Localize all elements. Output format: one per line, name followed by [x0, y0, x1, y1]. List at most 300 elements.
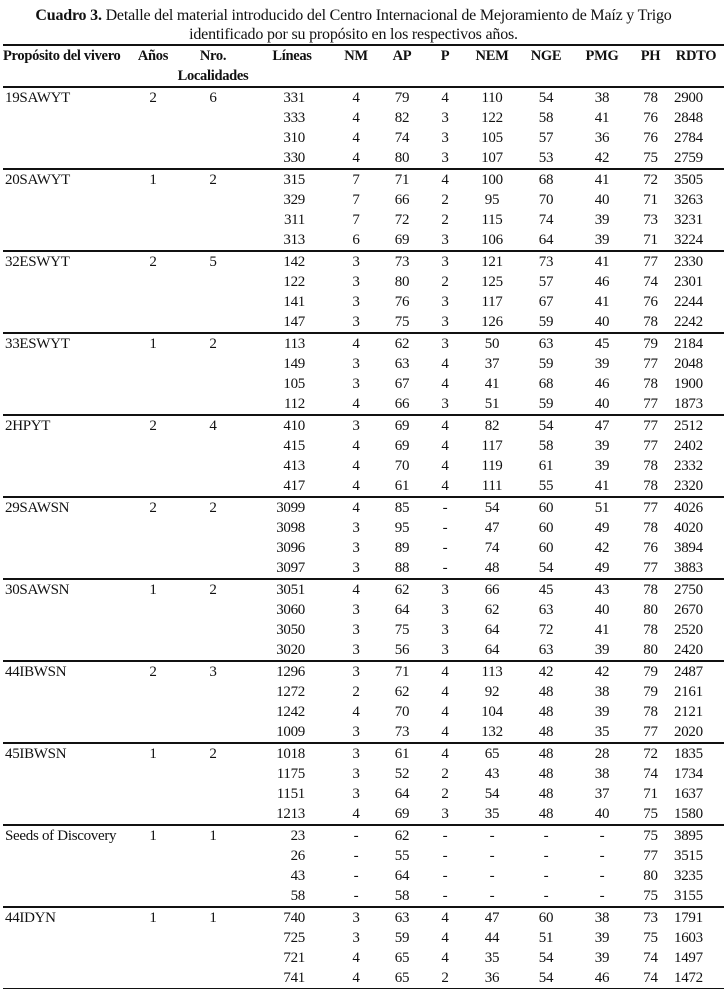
cell-nem: 65	[463, 743, 521, 764]
cell-proposito: Seeds of Discovery	[3, 825, 129, 846]
cell-nem: 48	[484, 560, 500, 576]
table-row	[3, 312, 724, 333]
cell-pmg: 41	[571, 169, 633, 190]
table-row	[3, 518, 724, 538]
cell-ap: 73	[377, 251, 427, 272]
cell-empty	[3, 846, 129, 866]
cell-empty	[177, 702, 249, 722]
cell-nge: 54	[538, 560, 554, 576]
cell-rdto: 2332	[674, 458, 703, 474]
cell-nge: 51	[538, 930, 554, 946]
cell-nm: 3	[335, 907, 377, 928]
cell-rdto: 1900	[674, 376, 703, 392]
cell-rdto: 1791	[668, 907, 724, 928]
cell-empty	[3, 682, 129, 702]
cell-nem: 104	[481, 704, 503, 720]
cell-p: 3	[441, 150, 449, 166]
cell-ap: 59	[394, 930, 410, 946]
cell-rdto: 2402	[674, 438, 703, 454]
cell-nge: 59	[538, 314, 554, 330]
cell-nem: 117	[481, 438, 503, 454]
cell-ph: 72	[633, 169, 668, 190]
cell-pmg: 42	[594, 540, 610, 556]
cell-pmg: 38	[594, 684, 610, 700]
table-row	[3, 784, 724, 804]
header-nge: NGE	[521, 45, 571, 87]
cell-p: 4	[441, 684, 449, 700]
table-row	[3, 640, 724, 661]
cell-ph: 76	[643, 540, 658, 556]
cell-ph: 77	[633, 415, 668, 436]
cell-nm: 4	[352, 130, 360, 146]
header-ap: AP	[377, 45, 427, 87]
cell-nge: 59	[538, 356, 554, 372]
cell-ph: 78	[643, 458, 658, 474]
cell-empty	[129, 702, 177, 722]
cell-pmg: 39	[594, 232, 610, 248]
cell-proposito: 19SAWYT	[5, 90, 71, 106]
cell-rdto: 2487	[668, 661, 724, 682]
cell-ph: 73	[633, 907, 668, 928]
cell-lineas: 1009	[276, 724, 305, 740]
cell-ph: 75	[643, 888, 658, 904]
cell-empty	[129, 292, 177, 312]
cell-nem: 50	[463, 333, 521, 354]
table-row	[3, 743, 724, 764]
cell-empty	[3, 620, 129, 640]
cell-nge: 48	[538, 724, 554, 740]
cell-localidades: 6	[209, 90, 217, 106]
cell-nge: 45	[521, 579, 571, 600]
table-row	[3, 190, 724, 210]
cell-proposito: 45IBWSN	[3, 743, 129, 764]
cell-ph: 78	[643, 622, 658, 638]
cell-nge: 60	[538, 540, 554, 556]
cell-p: 2	[441, 786, 449, 802]
cell-lineas: 311	[283, 212, 305, 228]
cell-empty	[3, 108, 129, 128]
cell-nem: -	[489, 868, 495, 884]
cell-nem: 111	[481, 478, 503, 494]
table-row	[3, 948, 724, 968]
cell-pmg: 40	[594, 602, 610, 618]
cell-pmg: 41	[571, 251, 633, 272]
cell-ph: 77	[643, 560, 658, 576]
table-row	[3, 169, 724, 190]
cell-ph: 80	[643, 642, 658, 658]
header-pmg: PMG	[571, 45, 633, 87]
cell-nge: 60	[521, 907, 571, 928]
cell-proposito: 2HPYT	[3, 415, 129, 436]
cell-p: 4	[441, 950, 449, 966]
cell-lineas: 417	[283, 478, 305, 494]
cell-lineas: 149	[283, 356, 305, 372]
cell-empty	[129, 394, 177, 415]
cell-ap: 63	[394, 356, 410, 372]
cell-localidades: 2	[177, 169, 249, 190]
cell-ap: 66	[394, 396, 410, 412]
cell-pmg: 42	[571, 661, 633, 682]
cell-lineas: 1175	[276, 766, 305, 782]
cell-pmg: 40	[594, 396, 610, 412]
cell-empty	[3, 210, 129, 230]
header-localidades-line2: Localidades	[177, 68, 249, 84]
cell-ap: 72	[394, 212, 410, 228]
cell-nem: 47	[484, 520, 500, 536]
cell-ap: 61	[377, 743, 427, 764]
cell-ap: 69	[394, 232, 410, 248]
cell-empty	[3, 476, 129, 497]
cell-empty	[129, 600, 177, 620]
cell-empty	[177, 394, 249, 415]
cell-nm: 4	[335, 497, 377, 518]
cell-ap: 69	[394, 438, 410, 454]
cell-ap: 70	[394, 704, 410, 720]
cell-pmg: 39	[594, 438, 610, 454]
cell-p: 4	[427, 743, 463, 764]
cell-ap: 69	[394, 806, 410, 822]
cell-rdto: 4020	[674, 520, 703, 536]
cell-lineas: 725	[283, 930, 305, 946]
cell-nm: 3	[352, 314, 360, 330]
cell-empty	[129, 538, 177, 558]
cell-anios: 2	[129, 251, 177, 272]
cell-nge: 54	[538, 90, 554, 106]
cell-ph: 78	[643, 376, 658, 392]
cell-nge: 74	[538, 212, 554, 228]
cell-ap: 67	[394, 376, 410, 392]
cell-lineas: 330	[283, 150, 305, 166]
cell-ap: 95	[394, 520, 410, 536]
header-proposito: Propósito del vivero	[3, 45, 129, 87]
cell-nem: 107	[481, 150, 503, 166]
cell-nge: 59	[538, 396, 554, 412]
cell-rdto: 3895	[668, 825, 724, 846]
cell-nm: 3	[352, 930, 360, 946]
cell-nm: 3	[352, 602, 360, 618]
cell-empty	[129, 722, 177, 743]
cell-localidades: 4	[177, 415, 249, 436]
cell-nge: 55	[538, 478, 554, 494]
table-row	[3, 538, 724, 558]
cell-ap: 62	[377, 579, 427, 600]
cell-p: -	[442, 888, 448, 904]
table-row	[3, 825, 724, 846]
cell-lineas: 740	[249, 907, 335, 928]
table-row	[3, 682, 724, 702]
cell-empty	[3, 518, 129, 538]
cell-nem: 100	[463, 169, 521, 190]
cell-anios: 2	[129, 497, 177, 518]
cell-ap: 56	[394, 642, 410, 658]
cell-empty	[177, 804, 249, 825]
cell-ap: 89	[394, 540, 410, 556]
cell-nge: 58	[538, 110, 554, 126]
cell-ph: 77	[643, 848, 658, 864]
cell-rdto: 2420	[674, 642, 703, 658]
cell-pmg: 49	[594, 560, 610, 576]
cell-nge: 63	[521, 333, 571, 354]
table-row	[3, 722, 724, 743]
cell-ap: 82	[394, 110, 410, 126]
cell-rdto: 3224	[674, 232, 703, 248]
cell-pmg: -	[599, 848, 605, 864]
cell-lineas: 741	[249, 968, 335, 989]
cell-nge: 72	[538, 622, 554, 638]
table-row	[3, 374, 724, 394]
cell-nm: 3	[352, 766, 360, 782]
caption-line-1	[0, 6, 707, 25]
cell-empty	[129, 108, 177, 128]
cell-empty	[129, 928, 177, 948]
cell-empty	[177, 682, 249, 702]
cell-nm: 3	[352, 376, 360, 392]
cell-pmg: 38	[594, 90, 610, 106]
cell-empty	[177, 456, 249, 476]
cell-ph: 71	[643, 192, 658, 208]
cell-empty	[177, 968, 249, 989]
cell-empty	[3, 804, 129, 825]
cell-lineas: 3050	[276, 622, 305, 638]
cell-empty	[3, 394, 129, 415]
cell-lineas: 331	[283, 90, 305, 106]
cell-nge: -	[543, 888, 549, 904]
cell-empty	[129, 866, 177, 886]
cell-p: 2	[427, 968, 463, 989]
cell-nm: 3	[352, 724, 360, 740]
cell-empty	[3, 558, 129, 579]
cell-nge: 63	[538, 642, 554, 658]
cell-rdto: 2048	[674, 356, 703, 372]
cell-lineas: 315	[249, 169, 335, 190]
cell-p: 4	[441, 376, 449, 392]
cell-nem: 36	[463, 968, 521, 989]
cell-localidades: 1	[177, 907, 249, 928]
cell-nm: 4	[352, 806, 360, 822]
cell-p: 4	[427, 415, 463, 436]
cell-rdto: 3505	[668, 169, 724, 190]
cell-empty	[177, 374, 249, 394]
cell-empty	[177, 886, 249, 907]
cell-lineas: 3051	[249, 579, 335, 600]
cell-nem: 51	[484, 396, 500, 412]
cell-empty	[3, 456, 129, 476]
cell-nm: 3	[335, 661, 377, 682]
cell-empty	[3, 190, 129, 210]
cell-pmg: 38	[594, 766, 610, 782]
cell-ap: 55	[394, 848, 410, 864]
cell-localidades: 2	[177, 579, 249, 600]
table-row	[3, 230, 724, 251]
table-row	[3, 436, 724, 456]
table-row	[3, 907, 724, 928]
cell-empty	[129, 456, 177, 476]
cell-nm: 7	[335, 169, 377, 190]
cell-ph: 74	[643, 950, 658, 966]
cell-p: 3	[427, 333, 463, 354]
table-row	[3, 108, 724, 128]
table-row	[3, 128, 724, 148]
cell-ap: 65	[394, 950, 410, 966]
cell-empty	[129, 272, 177, 292]
cell-lineas: 23	[249, 825, 335, 846]
cell-nem: 62	[484, 602, 500, 618]
cell-p: -	[442, 868, 448, 884]
cell-empty	[3, 148, 129, 169]
cell-pmg: 39	[594, 458, 610, 474]
cell-nge: -	[543, 848, 549, 864]
cell-empty	[177, 292, 249, 312]
cell-rdto: 2670	[674, 602, 703, 618]
cell-lineas: 313	[283, 232, 305, 248]
cell-empty	[129, 230, 177, 251]
cell-nm: 3	[352, 294, 360, 310]
cell-rdto: 2242	[674, 314, 703, 330]
cell-ph: 71	[643, 786, 658, 802]
cell-ap: 76	[394, 294, 410, 310]
cell-ph: 75	[643, 930, 658, 946]
cell-pmg: 45	[571, 333, 633, 354]
cell-nm: 3	[352, 520, 360, 536]
cell-anios: 1	[129, 743, 177, 764]
cell-ph: 75	[633, 825, 668, 846]
cell-nge: 54	[521, 968, 571, 989]
cell-nm: 3	[335, 251, 377, 272]
cell-nem: 54	[463, 497, 521, 518]
cell-ph: 75	[643, 806, 658, 822]
cell-empty	[129, 620, 177, 640]
cell-anios: 2	[149, 90, 157, 106]
cell-p: 4	[427, 661, 463, 682]
cell-p: 4	[441, 930, 449, 946]
cell-ph: 77	[643, 356, 658, 372]
cell-ph: 77	[643, 438, 658, 454]
cell-empty	[3, 128, 129, 148]
cell-pmg: 41	[594, 622, 610, 638]
cell-nm: 4	[335, 333, 377, 354]
cell-ap: 63	[377, 907, 427, 928]
cell-p: 4	[441, 478, 449, 494]
cell-empty	[129, 886, 177, 907]
cell-empty	[3, 784, 129, 804]
cell-p: 3	[427, 251, 463, 272]
table-row	[3, 251, 724, 272]
cell-ap: 88	[394, 560, 410, 576]
cell-empty	[3, 538, 129, 558]
cell-empty	[3, 292, 129, 312]
cell-nm: 4	[352, 458, 360, 474]
cell-nm: 7	[352, 192, 360, 208]
table-row	[3, 476, 724, 497]
table-row	[3, 579, 724, 600]
cell-nm: 4	[335, 579, 377, 600]
cell-rdto: 1497	[674, 950, 703, 966]
cell-rdto: 1472	[668, 968, 724, 989]
cell-ph: 76	[643, 110, 658, 126]
cell-nge: -	[543, 868, 549, 884]
cell-ap: 74	[394, 130, 410, 146]
cell-p: -	[427, 497, 463, 518]
cell-pmg: 39	[594, 704, 610, 720]
cell-anios: 1	[129, 169, 177, 190]
cell-nem: 64	[484, 642, 500, 658]
cell-rdto: 2184	[668, 333, 724, 354]
cell-empty	[129, 558, 177, 579]
table-row	[3, 866, 724, 886]
cell-nem: 106	[481, 232, 503, 248]
cell-ph: 78	[643, 90, 658, 106]
cell-pmg: 47	[571, 415, 633, 436]
cell-nem: 37	[484, 356, 500, 372]
cell-p: 4	[441, 704, 449, 720]
cell-pmg: -	[599, 868, 605, 884]
cell-nem: 117	[481, 294, 503, 310]
table-row	[3, 702, 724, 722]
table-row	[3, 804, 724, 825]
cell-lineas: 310	[283, 130, 305, 146]
cell-p: 4	[441, 356, 449, 372]
cell-nem: 35	[484, 950, 500, 966]
cell-nem: 35	[484, 806, 500, 822]
cell-ph: 78	[643, 704, 658, 720]
cell-empty	[129, 190, 177, 210]
cell-lineas: 3097	[276, 560, 305, 576]
cell-ap: 80	[394, 274, 410, 290]
cell-p: 4	[441, 724, 449, 740]
cell-pmg: 46	[594, 376, 610, 392]
cell-nm: 4	[352, 950, 360, 966]
cell-p: 2	[441, 274, 449, 290]
cell-ph: 79	[633, 333, 668, 354]
cell-ph: 75	[643, 150, 658, 166]
cell-empty	[177, 436, 249, 456]
cell-rdto: 3231	[674, 212, 703, 228]
cell-p: -	[442, 848, 448, 864]
cell-empty	[177, 866, 249, 886]
table-row	[3, 354, 724, 374]
cell-empty	[129, 948, 177, 968]
cell-nge: 68	[538, 376, 554, 392]
cell-nge: 68	[521, 169, 571, 190]
cell-rdto: 2020	[674, 724, 703, 740]
cell-rdto: 1603	[674, 930, 703, 946]
cell-p: 4	[427, 907, 463, 928]
cell-p: 3	[441, 130, 449, 146]
cell-localidades: 2	[177, 743, 249, 764]
cell-empty	[177, 722, 249, 743]
cell-empty	[177, 620, 249, 640]
cell-ph: 77	[633, 251, 668, 272]
cell-anios: 1	[129, 333, 177, 354]
cell-anios: 1	[129, 907, 177, 928]
cell-nem: 41	[484, 376, 500, 392]
cell-nge: 58	[538, 438, 554, 454]
cell-pmg: 46	[594, 274, 610, 290]
cell-empty	[177, 538, 249, 558]
cell-rdto: 2750	[668, 579, 724, 600]
cell-proposito: 20SAWYT	[3, 169, 129, 190]
cell-lineas: 105	[283, 376, 305, 392]
cell-rdto: 2161	[674, 684, 703, 700]
cell-rdto: 2301	[674, 274, 703, 290]
header-nm: NM	[335, 45, 377, 87]
cell-empty	[3, 702, 129, 722]
table-row	[3, 497, 724, 518]
cell-nge: 60	[521, 497, 571, 518]
cell-nge: 48	[538, 786, 554, 802]
cell-nm: 4	[352, 110, 360, 126]
cell-nem: 110	[481, 90, 503, 106]
